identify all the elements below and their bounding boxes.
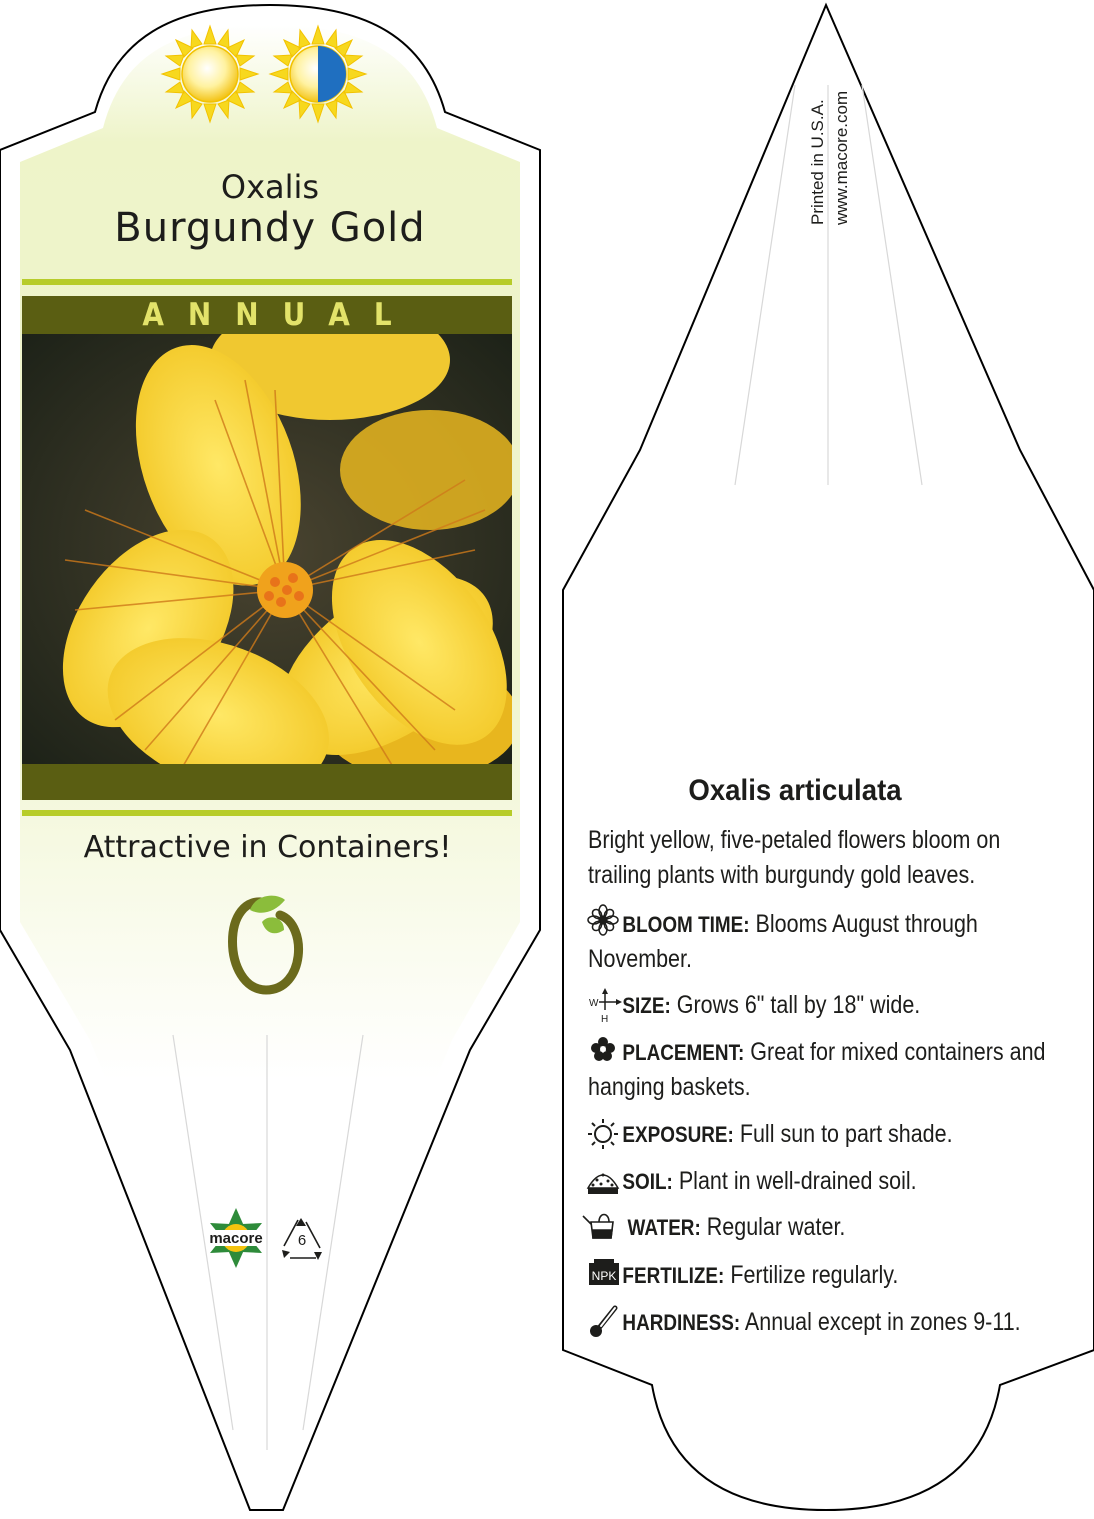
attribute-hardiness — [588, 1305, 1070, 1340]
attribute-value: Great for mixed containers and hanging baskets. — [588, 1038, 1046, 1101]
attribute-label: SOIL: — [622, 1169, 673, 1194]
recycle-code-number: 6 — [297, 1232, 307, 1249]
attribute-label: EXPOSURE: — [622, 1122, 734, 1147]
attribute-label: PLACEMENT: — [622, 1040, 745, 1065]
attribute-value: Full sun to part shade. — [739, 1120, 953, 1148]
attribute-fertilize — [588, 1258, 1070, 1293]
attribute-soil — [588, 1164, 1070, 1199]
attribute-exposure — [588, 1117, 1070, 1152]
attribute-label: WATER: — [627, 1215, 701, 1240]
svg-text:macore: macore — [209, 1230, 263, 1247]
scientific-name: Oxalis articulata — [688, 774, 902, 807]
category-band-label: ANNUAL — [142, 297, 416, 333]
olive-band-bottom — [22, 764, 512, 800]
attribute-bloom-time — [588, 907, 1070, 977]
tagline: Attractive in Containers! — [83, 830, 452, 865]
attribute-value: Fertilize regularly. — [730, 1261, 899, 1289]
attribute-label: BLOOM TIME: — [622, 912, 750, 937]
lime-rule-bottom — [22, 810, 512, 816]
attribute-label: SIZE: — [622, 993, 671, 1018]
attribute-label: HARDINESS: — [622, 1310, 741, 1335]
full-sun-icon — [162, 26, 258, 122]
part-shade-icon — [270, 26, 366, 122]
attribute-placement — [588, 1035, 1070, 1105]
attribute-label: FERTILIZE: — [622, 1263, 725, 1288]
attribute-value: Grows 6" tall by 18" wide. — [676, 991, 921, 1019]
lime-rule-top — [22, 279, 512, 285]
attribute-value: Regular water. — [706, 1213, 846, 1241]
flower-photo — [22, 300, 543, 820]
attribute-size — [588, 988, 1070, 1023]
website-label: www.macore.com — [832, 90, 851, 225]
genus-name: Oxalis — [220, 168, 320, 206]
attribute-value: Annual except in zones 9-11. — [744, 1308, 1021, 1336]
svg-text:H: H — [601, 1014, 609, 1025]
svg-text:W: W — [589, 998, 599, 1009]
printed-in-label: Printed in U.S.A. — [808, 99, 827, 225]
attribute-water — [588, 1210, 1070, 1245]
svg-text:NPK: NPK — [591, 1269, 617, 1283]
attribute-value: Blooms August through November. — [588, 910, 978, 973]
attribute-value: Plant in well-drained soil. — [678, 1167, 917, 1195]
plant-description: Bright yellow, five-petaled flowers bloom on trailing plants with burgundy gold leaves. — [588, 826, 1001, 889]
cultivar-name: Burgundy Gold — [114, 205, 426, 251]
